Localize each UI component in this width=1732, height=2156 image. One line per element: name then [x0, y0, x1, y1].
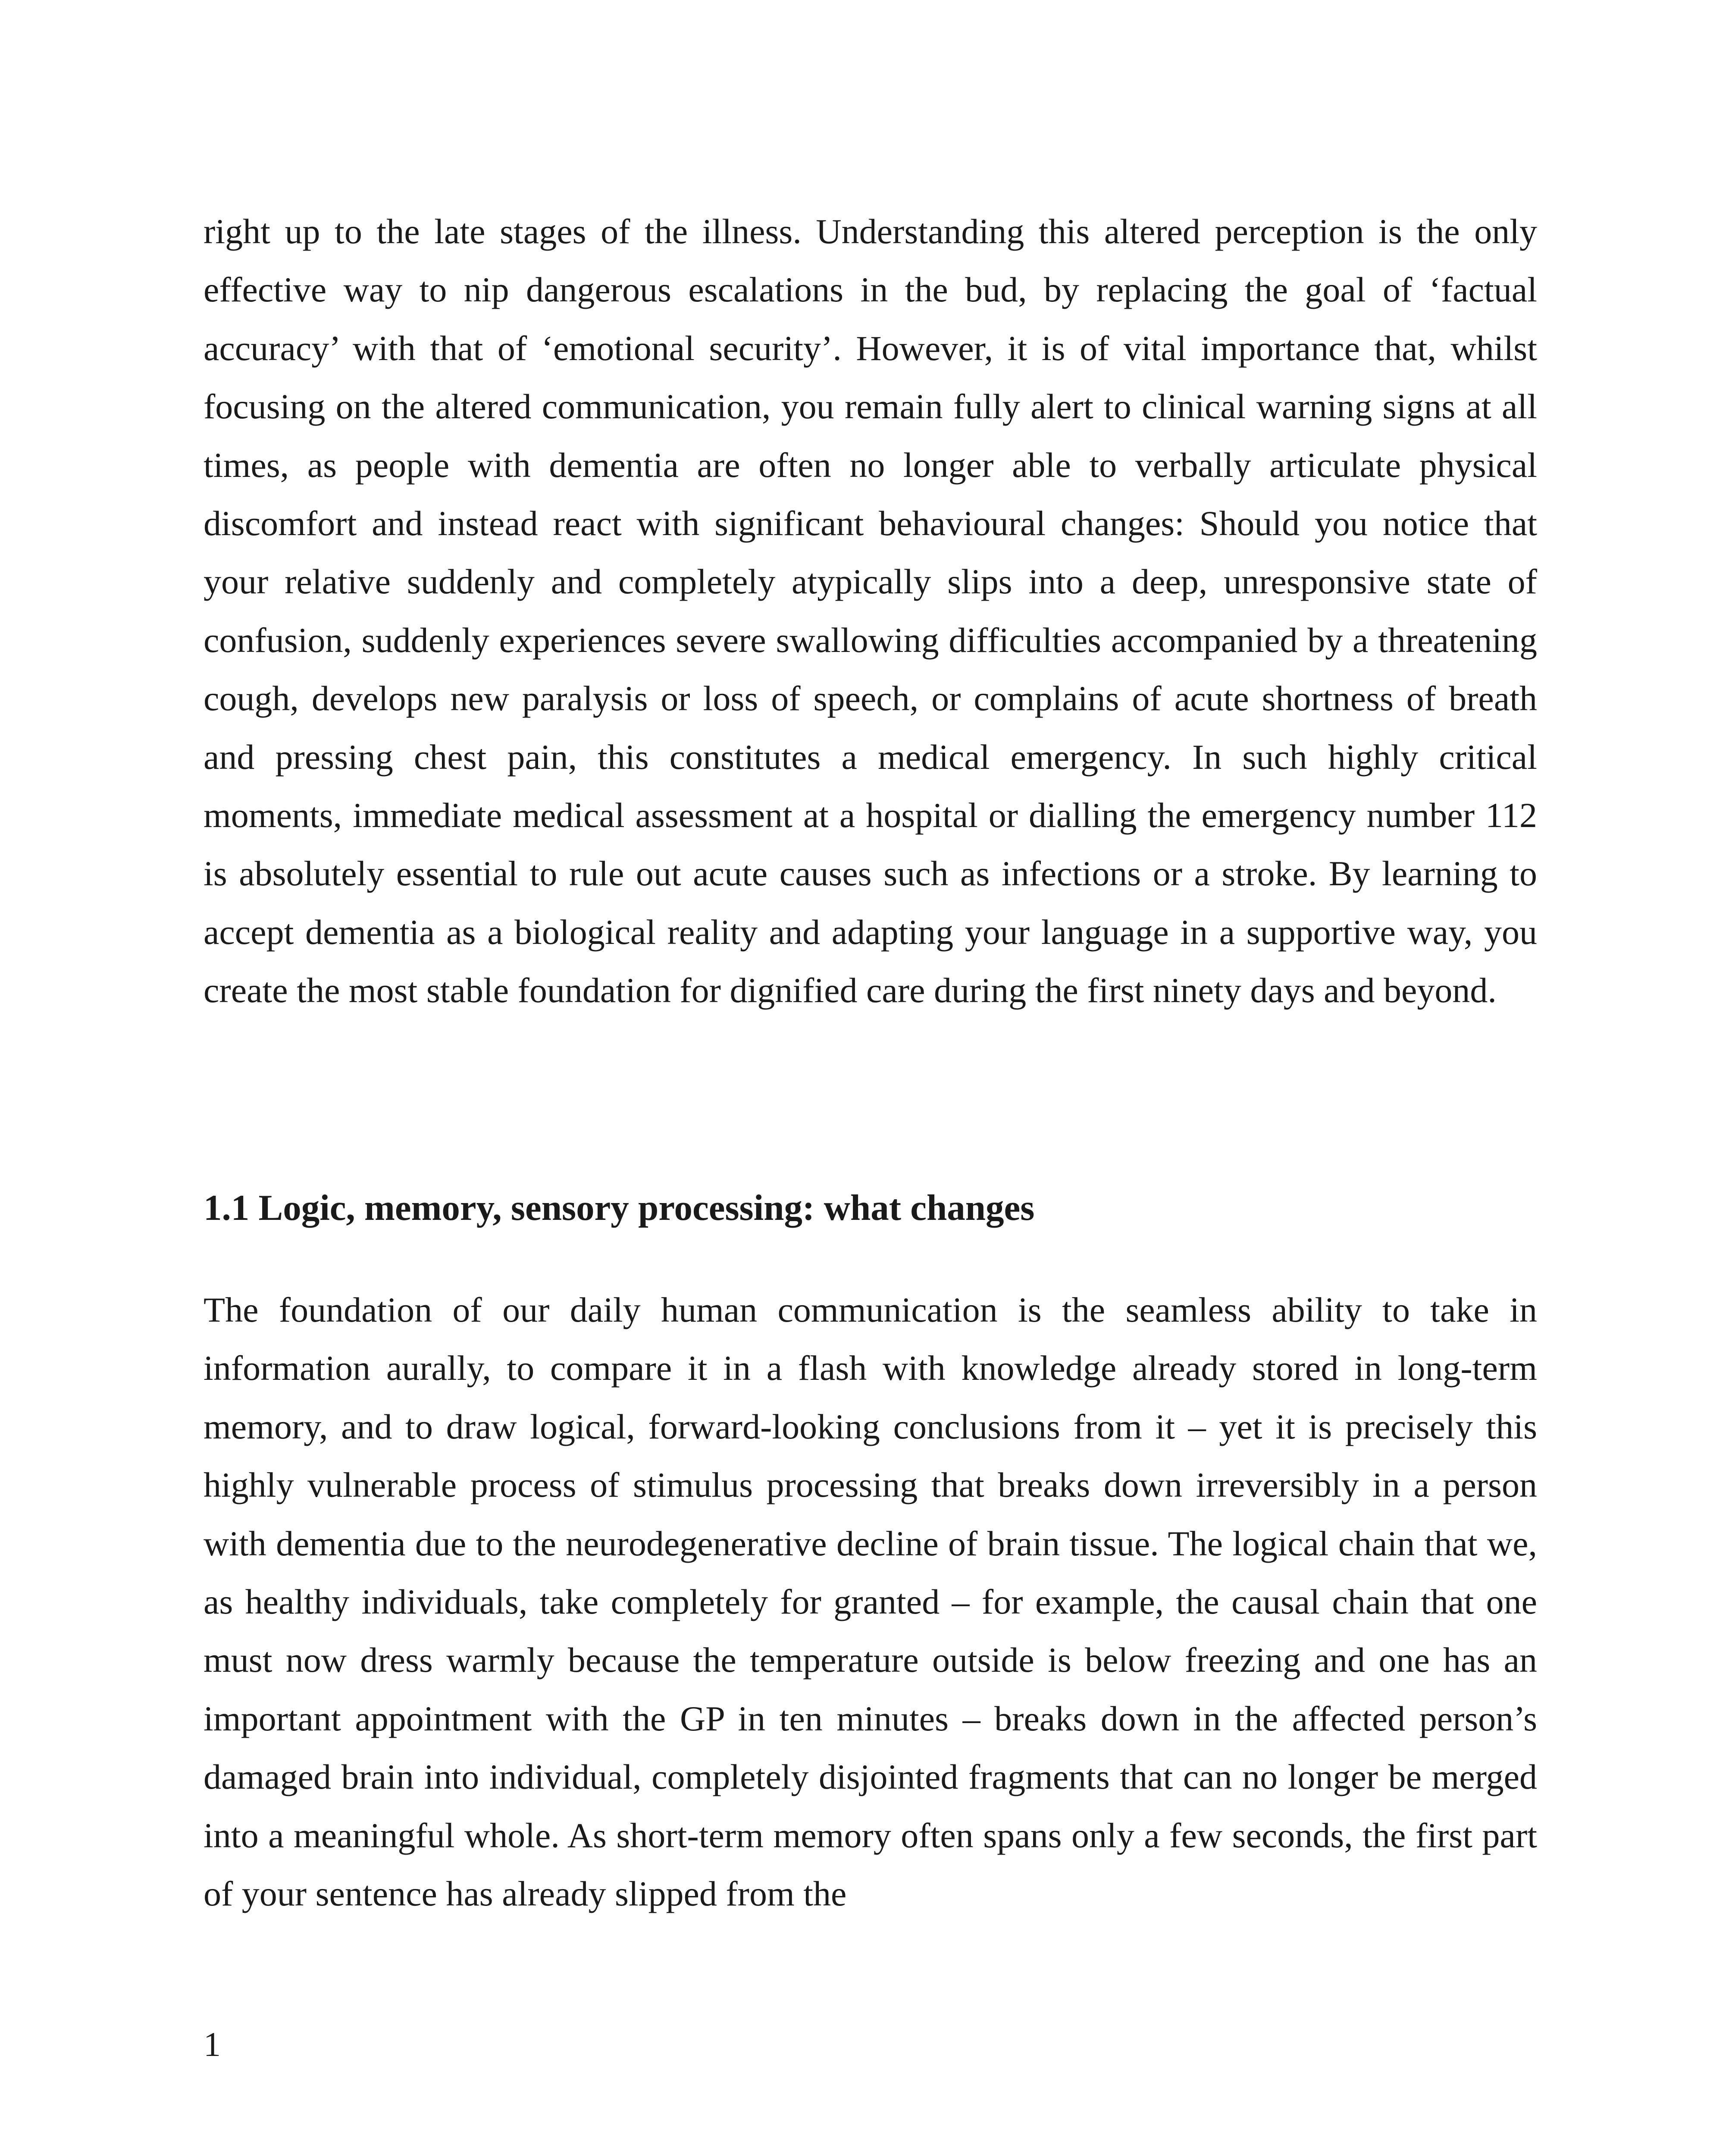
- body-paragraph: The foundation of our daily human communication is the seamless ability to take in information aurally, to compare it in a flash with knowledge already stored in long-term memory, and to draw logical, forward-looking conclusions from it – yet it is precisely this highly vulnerable process of stimulus processing that breaks down irreversibly in a person with dementia due to the neurodegenerative decline of brain tissue. The logical chain that we, as healthy individuals, take completely for granted – for example, the causal chain that one must now dress warmly because the temperature outside is below freezing and one has an important appointment with the GP in ten minutes – breaks down in the affected person’s damaged brain into individual, completely disjointed fragments that can no longer be merged into a meaningful whole. As short-term memory often spans only a few seconds, the first part of your sentence has already slipped from the: [204, 1290, 1537, 1914]
- page-number: 1: [204, 2026, 221, 2064]
- body-paragraph-continuation: right up to the late stages of the illness. Understanding this altered perception is the only effective way to nip dangerous escalations in the bud, by replacing the goal of ‘factual accuracy’ with that of ‘emotional security’. However, it is of vital importance that, whilst focusing on the altered communication, you remain fully alert to clinical warning signs at all times, as people with dementia are often no longer able to verbally articulate physical discomfort and instead react with significant behavioural changes: Should you notice that your relative suddenly and completely atypically slips into a deep, unresponsive state of confusion, suddenly experiences severe swallowing difficulties accompanied by a threatening cough, develops new paralysis or loss of speech, or complains of acute shortness of breath and pressing chest pain, this constitutes a medical emergency. In such highly critical moments, immediate medical assessment at a hospital or dialling the emergency number 112 is absolutely essential to rule out acute causes such as infections or a stroke. By learning to accept dementia as a biological reality and adapting your language in a supportive way, you create the most stable foundation for dignified care during the first ninety days and beyond.: [204, 212, 1537, 1010]
- section-heading: 1.1 Logic, memory, sensory processing: what changes: [204, 1188, 1035, 1228]
